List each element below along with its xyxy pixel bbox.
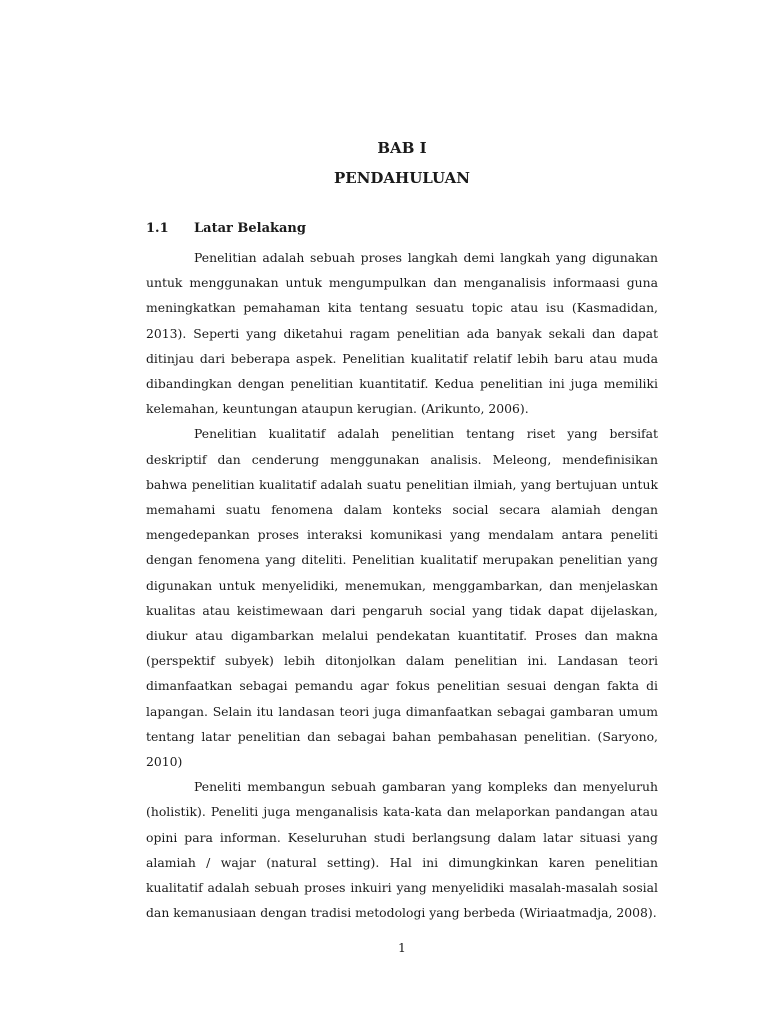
- paragraph: Peneliti membangun sebuah gambaran yang kompleks dan menyeluruh (holistik). Peneliti juga menganalisis kata-kata dan melaporkan pandangan atau opini para informan. Keseluruhan studi berlangsung dalam latar situasi yang alamiah / wajar (natural setting). Hal ini dimungkinkan karen penelitian kualitatif adalah sebuah proses inkuiri yang menyelidiki masalah-masalah sosial dan kemanusiaan dengan tradisi metodologi yang berbeda (Wiriaatmadja, 2008).: [146, 779, 658, 921]
- paragraph: Penelitian kualitatif adalah penelitian tentang riset yang bersifat deskriptif dan cenderung menggunakan analisis. Meleong, mendefinisikan bahwa penelitian kualitatif adalah suatu penelitian ilmiah, yang bertujuan untuk memahami suatu fenomena dalam konteks social secara alamiah dengan mengedepankan proses interaksi komunikasi yang mendalam antara peneliti dengan fenomena yang diteliti. Penelitian kualitatif merupakan penelitian yang digunakan untuk menyelidiki, menemukan, menggambarkan, dan menjelaskan kualitas atau keistimewaan dari pengaruh social yang tidak dapat dijelaskan, diukur atau digambarkan melalui pendekatan kuantitatif. Proses dan makna (perspektif subyek) lebih ditonjolkan dalam penelitian ini. Landasan teori dimanfaatkan sebagai pemandu agar fokus penelitian sesuai dengan fakta di lapangan. Selain itu landasan teori juga dimanfaatkan sebagai gambaran umum tentang latar penelitian dan sebagai bahan pembahasan penelitian. (Saryono, 2010): [146, 426, 658, 770]
- section-number: 1.1: [146, 221, 169, 236]
- page-number: 1: [398, 940, 406, 955]
- chapter-title: PENDAHULUAN: [333, 169, 471, 187]
- section-heading: [146, 219, 306, 239]
- section-title: Latar Belakang: [194, 221, 306, 236]
- body-text: [146, 245, 658, 925]
- chapter-number: BAB I: [377, 139, 427, 157]
- paragraph: Penelitian adalah sebuah proses langkah demi langkah yang digunakan untuk menggunakan untuk mengumpulkan dan menganalisis informaasi guna meningkatkan pemahaman kita tentang sesuatu topic atau isu (Kasmadidan, 2013). Seperti yang diketahui ragam penelitian ada banyak sekali dan dapat ditinjau dari beberapa aspek. Penelitian kualitatif relatif lebih baru atau muda dibandingkan dengan penelitian kuantitatif. Kedua penelitian ini juga memiliki kelemahan, keuntungan ataupun kerugian. (Arikunto, 2006).: [146, 250, 658, 417]
